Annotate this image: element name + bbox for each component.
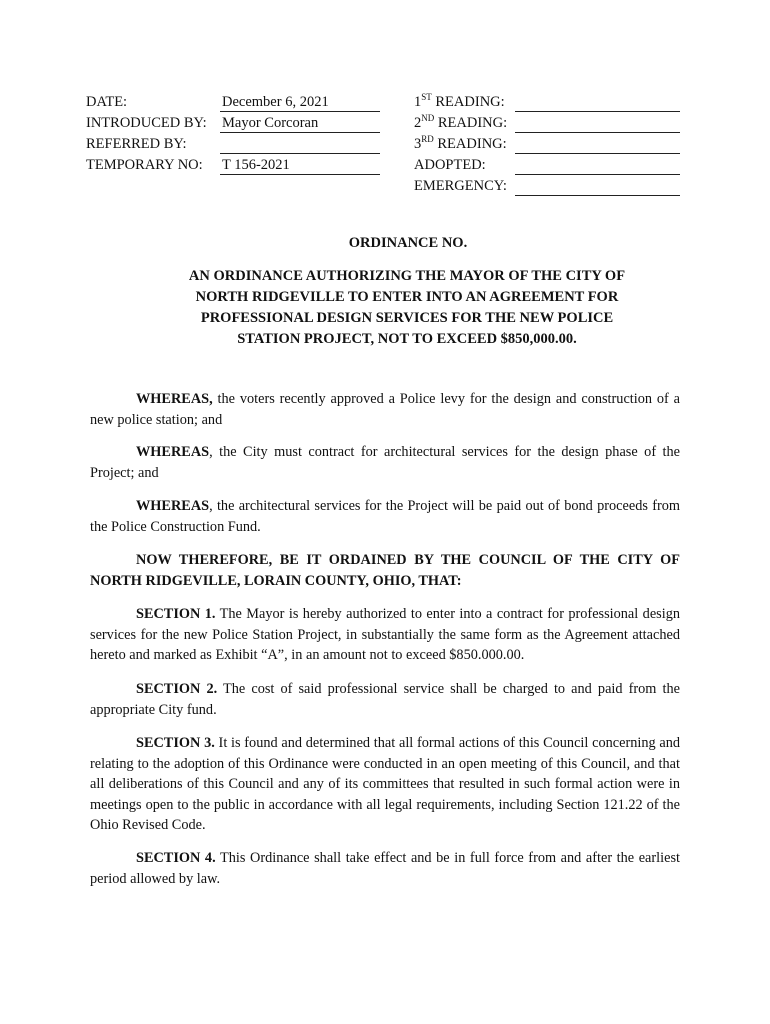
reading-1-line xyxy=(515,94,680,112)
temporary-no-label: TEMPORARY NO: xyxy=(86,157,203,173)
introduced-by-value: Mayor Corcoran xyxy=(220,115,380,133)
reading-2-line xyxy=(515,115,680,133)
adopted-label: ADOPTED: xyxy=(414,157,486,173)
date-value: December 6, 2021 xyxy=(220,94,380,112)
section-1: SECTION 1. The Mayor is hereby authorized to enter into a contract for professional design services for the new Police Station Project, in substantially the same form as the Agreement attached hereto and marked as Exhibit “A”, in an amount not to exceed $850.000.00. xyxy=(90,606,680,663)
section-3: SECTION 3. It is found and determined that all formal actions of this Council concerning and relating to the adoption of this Ordinance were conducted in an open meeting of this Council, and that all deliberations of this Council and any of its committees that resulted in such formal action were in meetings open to the public in accordance with all legal requirements, including Section 121.22 of the Ohio Revised Code. xyxy=(90,735,680,833)
reading-2-label: 2ND READING: xyxy=(414,113,508,131)
section-4: SECTION 4. This Ordinance shall take effect and be in full force from and after the earliest period allowed by law. xyxy=(90,850,680,887)
reading-3-label: 3RD READING: xyxy=(414,134,507,152)
whereas-clause-1: WHEREAS, the voters recently approved a Police levy for the design and construction of a new police station; and xyxy=(90,391,680,428)
referred-by-label: REFERRED BY: xyxy=(86,136,187,152)
date-label: DATE: xyxy=(86,94,128,110)
ordinance-title: AN ORDINANCE AUTHORIZING THE MAYOR OF THE CITY OF NORTH RIDGEVILLE TO ENTER INTO AN AGREEMENT FOR PROFESSIONAL DESIGN SERVICES FOR THE NEW POLICE STATION PROJECT, NOT TO EXCEED $850,000.00. xyxy=(188,268,626,347)
emergency-line xyxy=(515,178,680,196)
ordinance-number-heading: ORDINANCE NO. xyxy=(348,235,468,251)
reading-1-label: 1ST READING: xyxy=(414,92,505,110)
referred-by-value xyxy=(220,136,380,154)
reading-3-line xyxy=(515,136,680,154)
temporary-no-value: T 156-2021 xyxy=(220,157,380,175)
introduced-by-label: INTRODUCED BY: xyxy=(86,115,207,131)
now-therefore-clause: NOW THEREFORE, BE IT ORDAINED BY THE COUNCIL OF THE CITY OF NORTH RIDGEVILLE, LORAIN COUNTY, OHIO, THAT: xyxy=(90,552,680,589)
whereas-clause-2: WHEREAS, the City must contract for architectural services for the design phase of the Project; and xyxy=(90,444,680,481)
adopted-line xyxy=(515,157,680,175)
section-2: SECTION 2. The cost of said professional service shall be charged to and paid from the appropriate City fund. xyxy=(90,681,680,718)
whereas-clause-3: WHEREAS, the architectural services for the Project will be paid out of bond proceeds from the Police Construction Fund. xyxy=(90,498,680,535)
emergency-label: EMERGENCY: xyxy=(414,178,507,194)
